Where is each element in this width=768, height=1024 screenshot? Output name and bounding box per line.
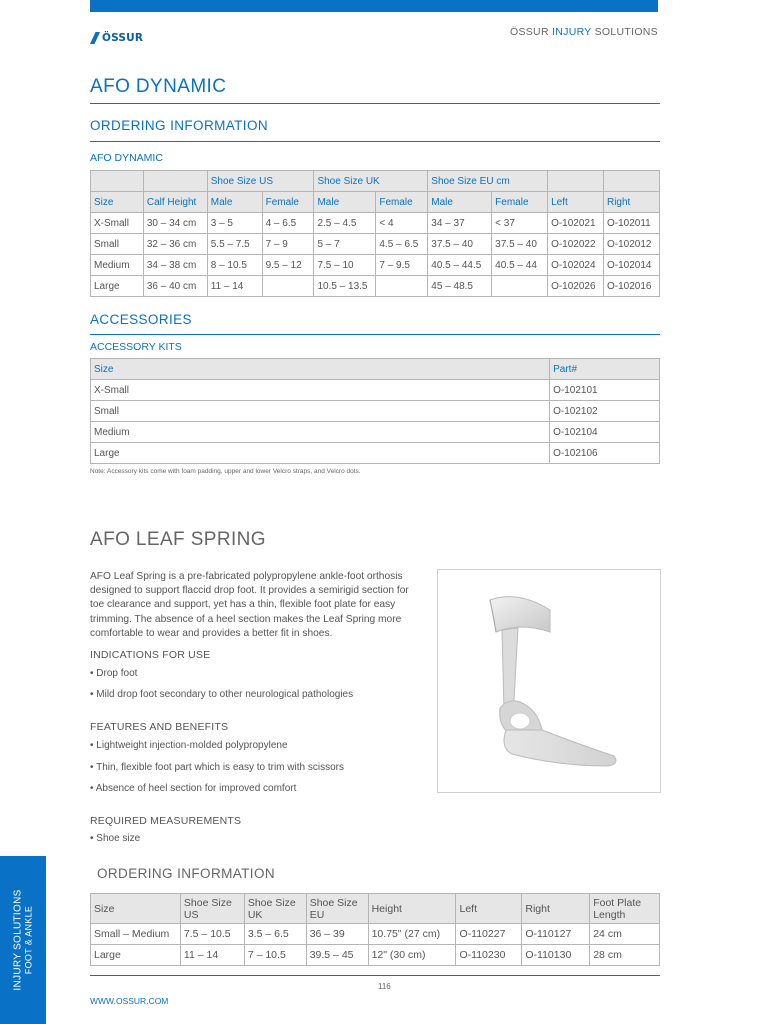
features-title: FEATURES AND BENEFITS (90, 721, 229, 733)
table-cell: O-102024 (548, 255, 604, 276)
afo-dynamic-title: AFO DYNAMIC (90, 76, 227, 97)
table-cell: Large (91, 945, 181, 966)
indications-title: INDICATIONS FOR USE (90, 649, 211, 661)
table-row (91, 234, 660, 255)
table-cell: 5 – 7 (314, 234, 376, 255)
table-cell: 3.5 – 6.5 (244, 924, 306, 945)
table-cell: O-102106 (550, 443, 660, 464)
column-header: Size (91, 192, 144, 213)
table-cell: 9.5 – 12 (262, 255, 314, 276)
table-cell: 39.5 – 45 (306, 945, 368, 966)
table-row (91, 255, 660, 276)
column-header: Height (368, 894, 456, 924)
table-group-header (91, 171, 660, 192)
table-cell: Large (91, 276, 144, 297)
page-number: 116 (378, 982, 391, 991)
table-cell: O-102012 (603, 234, 659, 255)
side-tab-line1: INJURY SOLUTIONS (12, 889, 24, 991)
brand-accent: INJURY (552, 26, 592, 38)
table-cell: Small (91, 234, 144, 255)
afo-dynamic-table (90, 170, 660, 297)
table-cell: 32 – 36 cm (143, 234, 207, 255)
leaf-spring-ordering-title: ORDERING INFORMATION (97, 866, 275, 881)
afo-dynamic-table-title: AFO DYNAMIC (90, 152, 163, 164)
table-cell: 7 – 9.5 (376, 255, 428, 276)
afo-leaf-spring-image (438, 570, 660, 792)
table-cell: 30 – 34 cm (143, 213, 207, 234)
table-cell: 11 – 14 (180, 945, 244, 966)
measurement-item: • Shoe size (90, 833, 141, 844)
afo-dynamic-ordering-title: ORDERING INFORMATION (90, 118, 268, 133)
table-cell: 34 – 37 (428, 213, 492, 234)
group-header-us: Shoe Size US (207, 171, 314, 192)
column-header: Size (91, 359, 550, 380)
table-cell: Medium (91, 255, 144, 276)
indication-item: • Drop foot (90, 668, 138, 679)
table-cell: 7 – 10.5 (244, 945, 306, 966)
table-cell: 4.5 – 6.5 (376, 234, 428, 255)
footer-rule (90, 975, 660, 976)
column-header: Male (207, 192, 262, 213)
table-cell: 37.5 – 40 (492, 234, 548, 255)
column-header: Right (603, 192, 659, 213)
table-cell: O-110227 (456, 924, 522, 945)
section-rule (90, 141, 660, 142)
table-cell: O-102022 (548, 234, 604, 255)
table-cell: 34 – 38 cm (143, 255, 207, 276)
table-cell (262, 276, 314, 297)
side-tab-line2: FOOT & ANKLE (23, 905, 34, 975)
column-header: Part# (550, 359, 660, 380)
table-cell: 10.5 – 13.5 (314, 276, 376, 297)
table-cell: Small (91, 401, 550, 422)
table-cell: X-Small (91, 213, 144, 234)
table-cell: 2.5 – 4.5 (314, 213, 376, 234)
table-cell: O-102102 (550, 401, 660, 422)
table-row (91, 276, 660, 297)
column-header: Female (376, 192, 428, 213)
indication-item: • Mild drop foot secondary to other neurological pathologies (90, 689, 354, 700)
group-header-eu: Shoe Size EU cm (428, 171, 548, 192)
table-cell: 37.5 – 40 (428, 234, 492, 255)
section-rule (90, 334, 660, 335)
table-cell: Small – Medium (91, 924, 181, 945)
table-cell: O-102026 (548, 276, 604, 297)
table-cell: O-102014 (603, 255, 659, 276)
feature-item: • Lightweight injection-molded polypropylene (90, 740, 288, 751)
table-cell: 7.5 – 10.5 (180, 924, 244, 945)
column-header: Male (314, 192, 376, 213)
accessory-kits-title: ACCESSORY KITS (90, 341, 182, 353)
table-cell: X-Small (91, 380, 550, 401)
top-color-bar (90, 0, 658, 12)
table-cell: O-110230 (456, 945, 522, 966)
feature-item: • Thin, flexible foot part which is easy to trim with scissors (90, 762, 344, 773)
table-cell: O-102101 (550, 380, 660, 401)
table-column-header (91, 894, 660, 924)
table-cell: 3 – 5 (207, 213, 262, 234)
table-cell: 45 – 48.5 (428, 276, 492, 297)
table-cell: 11 – 14 (207, 276, 262, 297)
side-tab (0, 856, 46, 1024)
table-cell: 7 – 9 (262, 234, 314, 255)
website-link[interactable]: WWW.OSSUR.COM (90, 996, 169, 1006)
column-header: Foot Plate Length (590, 894, 660, 924)
table-cell: 36 – 40 cm (143, 276, 207, 297)
side-tab-text (13, 889, 34, 990)
column-header: Female (262, 192, 314, 213)
brand-suffix: SOLUTIONS (594, 26, 658, 38)
table-row (91, 945, 660, 966)
table-cell: 4 – 6.5 (262, 213, 314, 234)
column-header: Right (522, 894, 590, 924)
table-cell: 36 – 39 (306, 924, 368, 945)
product-photo (437, 569, 661, 793)
table-cell: O-102016 (603, 276, 659, 297)
table-row (91, 380, 660, 401)
table-cell: O-102011 (603, 213, 659, 234)
group-header-uk: Shoe Size UK (314, 171, 428, 192)
brand-line (510, 26, 658, 38)
table-cell (492, 276, 548, 297)
table-row (91, 401, 660, 422)
accessories-title: ACCESSORIES (90, 312, 192, 327)
column-header: Female (492, 192, 548, 213)
table-cell: Large (91, 443, 550, 464)
table-cell: O-102104 (550, 422, 660, 443)
table-cell: 28 cm (590, 945, 660, 966)
logo-text: ÖSSUR (102, 32, 144, 44)
table-row (91, 443, 660, 464)
table-row (91, 924, 660, 945)
column-header: Shoe Size US (180, 894, 244, 924)
table-cell (376, 276, 428, 297)
afo-leaf-spring-title: AFO LEAF SPRING (90, 529, 266, 550)
table-cell: < 37 (492, 213, 548, 234)
table-cell: O-110127 (522, 924, 590, 945)
table-cell: 7.5 – 10 (314, 255, 376, 276)
column-header: Calf Height (143, 192, 207, 213)
column-header: Size (91, 894, 181, 924)
column-header: Shoe Size EU (306, 894, 368, 924)
product-description: AFO Leaf Spring is a pre-fabricated polypropylene ankle-foot orthosis designed to support flaccid drop foot. It provides a semirigid section for toe clearance and support, yet has a thin, flexible foot plate for easy trimming. The absence of a heel section makes the Leaf Spring more comfortable to wear and provides a better fit in shoes. (90, 571, 409, 639)
column-header: Left (456, 894, 522, 924)
table-cell: 5.5 – 7.5 (207, 234, 262, 255)
ossur-logo[interactable] (90, 31, 143, 45)
column-header: Shoe Size UK (244, 894, 306, 924)
table-cell: O-110130 (522, 945, 590, 966)
table-cell: 10.75" (27 cm) (368, 924, 456, 945)
table-cell: 24 cm (590, 924, 660, 945)
brand-prefix: ÖSSUR (509, 26, 549, 38)
feature-item: • Absence of heel section for improved comfort (90, 783, 297, 794)
table-column-header (91, 192, 660, 213)
table-cell: 40.5 – 44 (492, 255, 548, 276)
table-cell: 40.5 – 44.5 (428, 255, 492, 276)
leaf-spring-ordering-table (90, 893, 660, 966)
table-row (91, 422, 660, 443)
table-cell: 12" (30 cm) (368, 945, 456, 966)
table-cell: < 4 (376, 213, 428, 234)
table-cell: Medium (91, 422, 550, 443)
table-cell: 8 – 10.5 (207, 255, 262, 276)
accessory-note: Note: Accessory kits come with foam padding, upper and lower Velcro straps, and Velcro dots. (90, 468, 361, 475)
section-rule (90, 103, 660, 104)
table-column-header (91, 359, 660, 380)
column-header: Male (428, 192, 492, 213)
table-row (91, 213, 660, 234)
column-header: Left (548, 192, 604, 213)
table-cell: O-102021 (548, 213, 604, 234)
logo-mark-icon (90, 32, 100, 44)
accessory-kits-table (90, 358, 660, 464)
measurements-title: REQUIRED MEASUREMENTS (90, 815, 242, 827)
